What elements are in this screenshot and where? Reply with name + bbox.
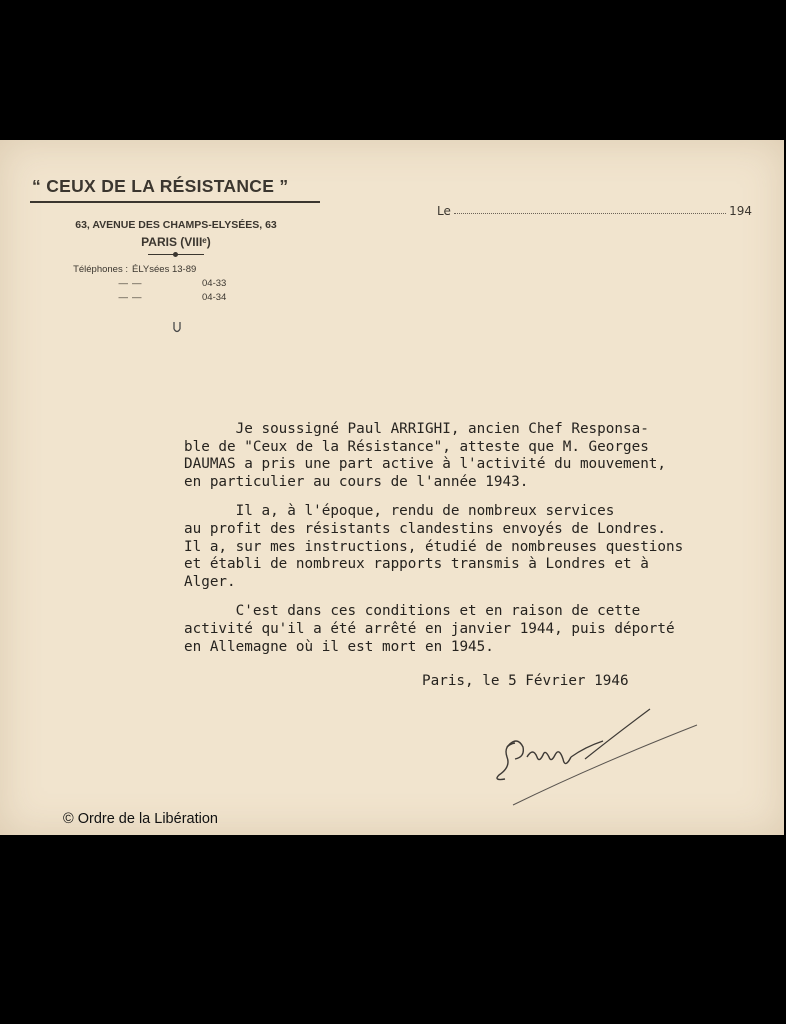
body-line: en particulier au cours de l'année 1943. — [184, 473, 529, 490]
body-line: ble de "Ceux de la Résistance", atteste que M. Georges — [184, 438, 649, 455]
signature-image — [485, 695, 715, 820]
date-blank — [454, 213, 726, 214]
body-line: au profit des résistants clandestins envoyés de Londres. — [184, 520, 667, 537]
closing-date: Paris, le 5 Février 1946 — [422, 673, 629, 689]
phone-row — [30, 277, 322, 291]
body-line: en Allemagne où il est mort en 1945. — [184, 638, 494, 655]
phone-list — [30, 263, 322, 305]
body-line: DAUMAS a pris une part active à l'activité du mouvement, — [184, 456, 667, 473]
phone-label: Téléphones : — [73, 264, 128, 275]
body-paragraph — [184, 503, 784, 591]
body-paragraph — [184, 421, 784, 491]
phone-number — [202, 263, 262, 277]
date-line — [437, 204, 752, 218]
phone-exchange: ÉLYsées 13-89 — [132, 264, 197, 275]
phone-row — [30, 291, 322, 305]
letterhead-address: 63, AVENUE DES CHAMPS-ELYSÉES, 63 — [75, 219, 277, 231]
letterhead-city: PARIS (VIIIᵉ) — [141, 235, 211, 249]
letter-page — [0, 140, 784, 835]
date-prefix: Le — [437, 204, 451, 218]
body-line: Je soussigné Paul ARRIGHI, ancien Chef Responsa- — [184, 421, 649, 437]
body-line: et établi de nombreux rapports transmis à Londres et à — [184, 556, 649, 573]
phone-number: 04-33 — [202, 278, 227, 289]
phone-exchange: — — [132, 278, 142, 289]
phone-number: 04-34 — [202, 292, 227, 303]
body-line: C'est dans ces conditions et en raison de cette — [184, 603, 641, 620]
ornament-divider — [148, 254, 204, 255]
phone-exchange: — — [132, 292, 142, 303]
letter-body — [184, 421, 784, 656]
body-line: Il a, sur mes instructions, étudié de nombreuses questions — [184, 538, 684, 555]
letterhead-rule — [30, 201, 320, 203]
copyright-caption: © Ordre de la Libération — [63, 811, 218, 827]
phone-label: — — [118, 292, 128, 303]
body-line: activité qu'il a été arrêté en janvier 1944, puis déporté — [184, 620, 675, 637]
date-year: 194 — [729, 204, 752, 218]
check-mark-icon — [172, 320, 182, 339]
body-line: Il a, à l'époque, rendu de nombreux services — [184, 503, 615, 520]
organization-name: “ CEUX DE LA RÉSISTANCE ” — [32, 176, 289, 196]
body-line: Alger. — [184, 573, 236, 590]
body-paragraph — [184, 603, 784, 656]
phone-label: — — [118, 278, 128, 289]
phone-row — [30, 263, 322, 277]
letterhead — [30, 176, 322, 305]
